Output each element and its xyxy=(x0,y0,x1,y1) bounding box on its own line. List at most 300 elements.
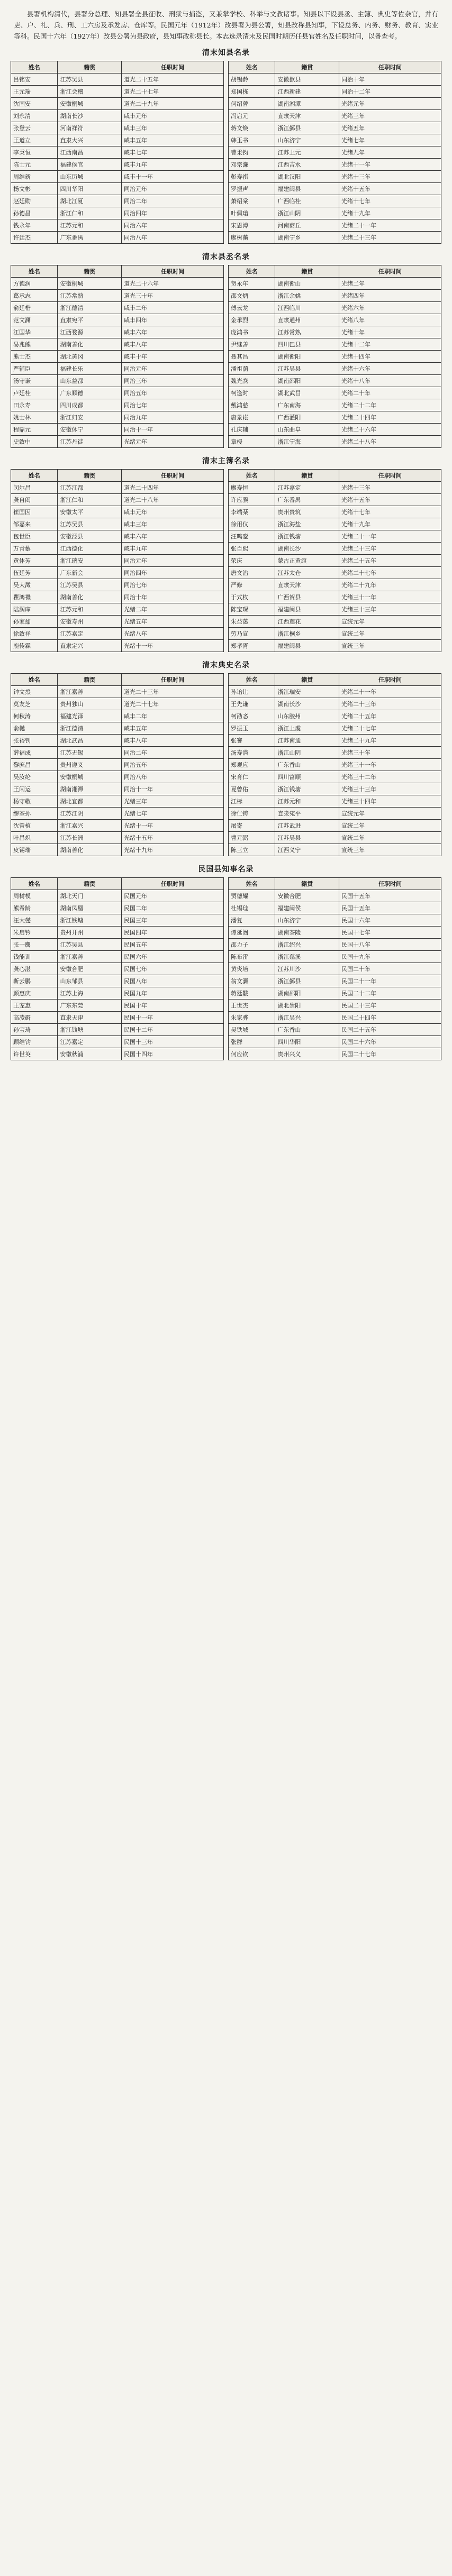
cell-name: 张一麐 xyxy=(11,939,58,951)
cell-name: 柯劭忞 xyxy=(229,710,275,722)
cell-name: 周树模 xyxy=(11,890,58,902)
cell-name: 廖树蘅 xyxy=(229,232,275,244)
cell-place: 浙江山阴 xyxy=(275,747,339,759)
table-row xyxy=(229,363,441,375)
cell-time: 咸丰二年 xyxy=(122,710,224,722)
cell-name: 郑观应 xyxy=(229,759,275,771)
cell-name: 沈曾植 xyxy=(11,820,58,832)
cell-name: 孙宝琦 xyxy=(11,1024,58,1036)
cell-time: 宣统元年 xyxy=(339,616,441,628)
sections-container xyxy=(11,47,441,1060)
table-header xyxy=(11,878,224,890)
roster-section xyxy=(11,455,441,652)
table-row xyxy=(229,159,441,171)
cell-name: 黄体芳 xyxy=(11,555,58,567)
cell-name: 戴鸿慈 xyxy=(229,399,275,411)
header-row xyxy=(229,878,441,890)
cell-time: 同治十一年 xyxy=(122,424,224,436)
cell-place: 直隶定兴 xyxy=(58,640,122,652)
cell-name: 曹秉钧 xyxy=(229,146,275,159)
cell-place: 浙江山阴 xyxy=(275,207,339,219)
table-row xyxy=(11,555,224,567)
table-row xyxy=(11,278,224,290)
table-row xyxy=(11,122,224,134)
cell-name: 张謇 xyxy=(229,735,275,747)
cell-place: 江西莲花 xyxy=(275,616,339,628)
table-header xyxy=(229,61,441,74)
table-row xyxy=(11,579,224,591)
cell-time: 咸丰三年 xyxy=(122,518,224,530)
cell-place: 福建侯官 xyxy=(58,159,122,171)
table-row xyxy=(11,411,224,424)
cell-place: 浙江德清 xyxy=(58,302,122,314)
cell-place: 山东济宁 xyxy=(275,134,339,146)
table-row xyxy=(229,747,441,759)
cell-place: 湖南衡阳 xyxy=(275,351,339,363)
cell-time: 光绪二十九年 xyxy=(339,579,441,591)
table-row xyxy=(229,914,441,927)
cell-name: 杜锡珪 xyxy=(229,902,275,914)
cell-place: 江苏太仓 xyxy=(275,567,339,579)
cell-time: 光绪二十一年 xyxy=(339,686,441,698)
cell-name: 邵力子 xyxy=(229,939,275,951)
cell-place: 浙江会稽 xyxy=(58,86,122,98)
cell-place: 湖南长沙 xyxy=(275,543,339,555)
cell-place: 广东香山 xyxy=(275,1024,339,1036)
cell-name: 汪大燮 xyxy=(11,914,58,927)
table-row xyxy=(11,890,224,902)
cell-place: 广东顺德 xyxy=(58,387,122,399)
table-row xyxy=(11,232,224,244)
cell-name: 孙家鼐 xyxy=(11,616,58,628)
cell-place: 贵州贵筑 xyxy=(275,506,339,518)
header-name: 姓名 xyxy=(11,674,58,686)
cell-time: 道光二十八年 xyxy=(122,494,224,506)
official-table-left xyxy=(11,61,224,244)
cell-time: 咸丰五年 xyxy=(122,134,224,146)
cell-time: 宣统三年 xyxy=(339,640,441,652)
table-row xyxy=(229,326,441,338)
cell-name: 张登云 xyxy=(11,122,58,134)
cell-place: 湖南宁乡 xyxy=(275,232,339,244)
cell-time: 光绪七年 xyxy=(339,134,441,146)
table-row xyxy=(11,159,224,171)
left-column xyxy=(11,877,224,1060)
cell-time: 民国三年 xyxy=(122,914,224,927)
cell-place: 四川华阳 xyxy=(275,1036,339,1048)
table-row xyxy=(229,939,441,951)
section-columns xyxy=(11,877,441,1060)
table-row xyxy=(229,232,441,244)
cell-time: 光绪十九年 xyxy=(339,207,441,219)
cell-name: 万青藜 xyxy=(11,543,58,555)
cell-name: 皮锡瑞 xyxy=(11,844,58,856)
cell-name: 吴铁城 xyxy=(229,1024,275,1036)
cell-time: 同治二年 xyxy=(122,747,224,759)
table-header xyxy=(229,674,441,686)
header-row xyxy=(11,265,224,278)
cell-name: 吕铭安 xyxy=(11,74,58,86)
table-row xyxy=(11,567,224,579)
table-row xyxy=(11,975,224,987)
cell-place: 广东番禺 xyxy=(58,232,122,244)
cell-time: 同治七年 xyxy=(122,579,224,591)
cell-place: 四川华阳 xyxy=(58,183,122,195)
table-row xyxy=(229,579,441,591)
cell-time: 道光三十年 xyxy=(122,290,224,302)
cell-name: 翁文灏 xyxy=(229,975,275,987)
cell-place: 江苏丹徒 xyxy=(58,436,122,448)
section-columns xyxy=(11,265,441,448)
table-row xyxy=(11,146,224,159)
cell-place: 湖北天门 xyxy=(58,890,122,902)
cell-time: 同治十年 xyxy=(339,74,441,86)
cell-time: 民国十四年 xyxy=(122,1048,224,1060)
cell-name: 邹嘉来 xyxy=(11,518,58,530)
cell-time: 民国五年 xyxy=(122,939,224,951)
table-row xyxy=(11,795,224,808)
cell-time: 光绪二十六年 xyxy=(339,424,441,436)
cell-time: 光绪三十二年 xyxy=(339,771,441,783)
roster-section xyxy=(11,47,441,244)
cell-place: 贵州开州 xyxy=(58,927,122,939)
cell-time: 光绪二十三年 xyxy=(339,543,441,555)
cell-time: 光绪三十四年 xyxy=(339,795,441,808)
cell-name: 何秋涛 xyxy=(11,710,58,722)
cell-place: 江西南昌 xyxy=(58,146,122,159)
cell-name: 严修 xyxy=(229,579,275,591)
cell-time: 光绪二年 xyxy=(122,603,224,616)
table-body xyxy=(229,482,441,652)
table-row xyxy=(11,591,224,603)
cell-name: 谭延闿 xyxy=(229,927,275,939)
table-row xyxy=(11,844,224,856)
table-row xyxy=(229,783,441,795)
cell-name: 贾德耀 xyxy=(229,890,275,902)
header-row xyxy=(229,674,441,686)
cell-time: 光绪三十三年 xyxy=(339,783,441,795)
cell-time: 光绪十一年 xyxy=(122,640,224,652)
cell-time: 道光二十七年 xyxy=(122,86,224,98)
cell-place: 广西临桂 xyxy=(275,195,339,207)
cell-place: 直隶天津 xyxy=(275,579,339,591)
cell-place: 广东香山 xyxy=(275,759,339,771)
cell-place: 福建闽县 xyxy=(275,603,339,616)
table-row xyxy=(11,195,224,207)
cell-name: 江国华 xyxy=(11,326,58,338)
cell-place: 四川巴县 xyxy=(275,338,339,351)
cell-name: 赵廷勋 xyxy=(11,195,58,207)
table-header xyxy=(229,470,441,482)
cell-time: 道光二十三年 xyxy=(122,686,224,698)
cell-place: 湖北武昌 xyxy=(275,387,339,399)
cell-time: 同治八年 xyxy=(122,232,224,244)
cell-name: 龚心湛 xyxy=(11,963,58,975)
header-name: 姓名 xyxy=(11,878,58,890)
table-row xyxy=(229,494,441,506)
cell-time: 同治元年 xyxy=(122,555,224,567)
cell-place: 湖北宜都 xyxy=(58,795,122,808)
cell-name: 史致中 xyxy=(11,436,58,448)
cell-name: 朱启钤 xyxy=(11,927,58,939)
cell-name: 崔国因 xyxy=(11,506,58,518)
cell-time: 光绪三十一年 xyxy=(339,759,441,771)
cell-place: 福建光泽 xyxy=(58,710,122,722)
cell-name: 许世英 xyxy=(11,1048,58,1060)
cell-time: 民国二十七年 xyxy=(339,1048,441,1060)
official-table-left xyxy=(11,469,224,652)
cell-time: 咸丰十一年 xyxy=(122,171,224,183)
cell-place: 江苏嘉定 xyxy=(58,628,122,640)
table-header xyxy=(11,470,224,482)
table-row xyxy=(11,290,224,302)
table-row xyxy=(229,628,441,640)
cell-time: 民国十七年 xyxy=(339,927,441,939)
cell-name: 于式枚 xyxy=(229,591,275,603)
cell-place: 浙江鄞县 xyxy=(275,122,339,134)
table-row xyxy=(229,890,441,902)
table-row xyxy=(11,494,224,506)
table-row xyxy=(229,375,441,387)
cell-time: 民国十年 xyxy=(122,1000,224,1012)
cell-place: 浙江绍兴 xyxy=(275,939,339,951)
table-row xyxy=(229,735,441,747)
table-row xyxy=(11,820,224,832)
table-row xyxy=(11,1012,224,1024)
cell-time: 民国六年 xyxy=(122,951,224,963)
cell-time: 光绪二十二年 xyxy=(339,399,441,411)
cell-time: 光绪十三年 xyxy=(339,482,441,494)
cell-place: 湖南长沙 xyxy=(58,110,122,122)
cell-name: 王道立 xyxy=(11,134,58,146)
cell-name: 孔庆辅 xyxy=(229,424,275,436)
table-row xyxy=(229,314,441,326)
cell-name: 熊希龄 xyxy=(11,902,58,914)
cell-name: 夏曾佑 xyxy=(229,783,275,795)
cell-name: 包世臣 xyxy=(11,530,58,543)
table-row xyxy=(229,591,441,603)
official-table-right xyxy=(228,61,441,244)
table-row xyxy=(229,278,441,290)
table-row xyxy=(11,183,224,195)
header-row xyxy=(11,61,224,74)
cell-name: 潘祖荫 xyxy=(229,363,275,375)
cell-time: 民国十九年 xyxy=(339,951,441,963)
cell-name: 叶佩瑲 xyxy=(229,207,275,219)
table-row xyxy=(229,436,441,448)
cell-place: 江苏吴县 xyxy=(58,939,122,951)
cell-time: 光绪十二年 xyxy=(339,338,441,351)
cell-place: 安徽歙县 xyxy=(275,74,339,86)
cell-name: 彭寿祺 xyxy=(229,171,275,183)
section-title: 清末主簿名录 xyxy=(202,457,250,465)
cell-place: 直隶宛平 xyxy=(275,808,339,820)
cell-place: 直隶天津 xyxy=(275,110,339,122)
cell-time: 民国四年 xyxy=(122,927,224,939)
cell-name: 宋育仁 xyxy=(229,771,275,783)
table-row xyxy=(11,363,224,375)
table-header xyxy=(11,61,224,74)
cell-time: 民国二十年 xyxy=(339,963,441,975)
table-row xyxy=(11,1048,224,1060)
cell-time: 光绪四年 xyxy=(339,290,441,302)
header-name: 姓名 xyxy=(11,61,58,74)
cell-time: 光绪二年 xyxy=(339,278,441,290)
right-column xyxy=(228,469,441,652)
table-row xyxy=(229,820,441,832)
table-row xyxy=(229,98,441,110)
cell-place: 浙江嘉兴 xyxy=(58,820,122,832)
cell-name: 王闿运 xyxy=(11,783,58,795)
cell-name: 范文澜 xyxy=(11,314,58,326)
table-row xyxy=(229,86,441,98)
cell-time: 光绪二十七年 xyxy=(339,567,441,579)
cell-time: 咸丰六年 xyxy=(122,530,224,543)
cell-name: 龚自闳 xyxy=(11,494,58,506)
cell-place: 江西新建 xyxy=(275,86,339,98)
cell-place: 浙江余姚 xyxy=(275,290,339,302)
cell-time: 光绪十四年 xyxy=(339,351,441,363)
cell-place: 江苏长洲 xyxy=(58,832,122,844)
section-title: 清末县丞名录 xyxy=(202,253,250,261)
cell-place: 湖北黄冈 xyxy=(58,351,122,363)
cell-name: 何绍曾 xyxy=(229,98,275,110)
table-row xyxy=(229,1000,441,1012)
cell-place: 江苏元和 xyxy=(58,219,122,232)
official-table-right xyxy=(228,877,441,1060)
table-row xyxy=(11,1024,224,1036)
cell-time: 光绪十一年 xyxy=(339,159,441,171)
table-row xyxy=(11,951,224,963)
table-row xyxy=(229,975,441,987)
cell-place: 浙江上虞 xyxy=(275,722,339,735)
cell-time: 道光二十六年 xyxy=(122,278,224,290)
cell-name: 唐文治 xyxy=(229,567,275,579)
table-row xyxy=(11,1000,224,1012)
table-row xyxy=(229,506,441,518)
cell-place: 河南商丘 xyxy=(275,219,339,232)
cell-place: 湖北崇阳 xyxy=(275,1000,339,1012)
cell-place: 直隶通州 xyxy=(275,314,339,326)
cell-name: 葛承志 xyxy=(11,290,58,302)
cell-place: 山东邹县 xyxy=(58,975,122,987)
cell-time: 同治十二年 xyxy=(339,86,441,98)
cell-name: 俞廷楷 xyxy=(11,302,58,314)
cell-name: 汪鸣銮 xyxy=(229,530,275,543)
table-row xyxy=(11,506,224,518)
cell-time: 光绪十九年 xyxy=(122,844,224,856)
cell-time: 光绪五年 xyxy=(339,122,441,134)
cell-place: 广西贺县 xyxy=(275,591,339,603)
cell-name: 叶昌炽 xyxy=(11,832,58,844)
cell-place: 江西临川 xyxy=(275,302,339,314)
cell-name: 聂其昌 xyxy=(229,351,275,363)
cell-place: 江苏吴县 xyxy=(58,74,122,86)
cell-time: 光绪三年 xyxy=(122,795,224,808)
table-row xyxy=(229,808,441,820)
cell-place: 浙江仁和 xyxy=(58,207,122,219)
cell-place: 湖南长沙 xyxy=(275,698,339,710)
cell-place: 安徽休宁 xyxy=(58,424,122,436)
table-row xyxy=(11,74,224,86)
header-time: 任职时间 xyxy=(122,470,224,482)
cell-time: 光绪七年 xyxy=(122,808,224,820)
cell-name: 胡锡龄 xyxy=(229,74,275,86)
table-row xyxy=(11,927,224,939)
cell-name: 蒋廷黻 xyxy=(229,987,275,1000)
cell-place: 江苏上元 xyxy=(275,146,339,159)
table-row xyxy=(11,98,224,110)
cell-name: 孙德昌 xyxy=(11,207,58,219)
cell-place: 江西婺源 xyxy=(58,326,122,338)
cell-place: 贵州兴义 xyxy=(275,1048,339,1060)
cell-place: 浙江仁和 xyxy=(58,494,122,506)
table-row xyxy=(11,86,224,98)
cell-time: 光绪八年 xyxy=(122,628,224,640)
table-row xyxy=(11,134,224,146)
cell-name: 郑国栋 xyxy=(229,86,275,98)
table-row xyxy=(11,518,224,530)
cell-time: 宣统二年 xyxy=(339,832,441,844)
header-place: 籍贯 xyxy=(58,61,122,74)
cell-place: 安徽秋浦 xyxy=(58,1048,122,1060)
table-row xyxy=(11,771,224,783)
table-row xyxy=(229,387,441,399)
cell-place: 浙江海盐 xyxy=(275,518,339,530)
cell-place: 湖北汉阳 xyxy=(275,171,339,183)
table-body xyxy=(11,74,224,244)
cell-name: 黎庶昌 xyxy=(11,759,58,771)
cell-place: 湖北武昌 xyxy=(58,735,122,747)
cell-time: 道光二十五年 xyxy=(122,74,224,86)
cell-name: 杨文彬 xyxy=(11,183,58,195)
cell-name: 陈士元 xyxy=(11,159,58,171)
header-time: 任职时间 xyxy=(122,674,224,686)
left-column xyxy=(11,61,224,244)
table-row xyxy=(229,987,441,1000)
table-row xyxy=(11,735,224,747)
cell-time: 光绪三十一年 xyxy=(339,591,441,603)
table-row xyxy=(229,399,441,411)
cell-place: 江苏江都 xyxy=(58,482,122,494)
cell-time: 同治十年 xyxy=(122,591,224,603)
cell-time: 咸丰二年 xyxy=(122,302,224,314)
table-row xyxy=(229,219,441,232)
table-row xyxy=(229,710,441,722)
cell-name: 顾维钧 xyxy=(11,1036,58,1048)
cell-place: 湖南凤凰 xyxy=(58,902,122,914)
cell-place: 浙江瑞安 xyxy=(58,555,122,567)
table-row xyxy=(11,759,224,771)
table-row xyxy=(229,963,441,975)
cell-name: 罗振声 xyxy=(229,183,275,195)
cell-place: 山东济宁 xyxy=(275,914,339,927)
header-place: 籍贯 xyxy=(275,265,339,278)
cell-name: 韩玉书 xyxy=(229,134,275,146)
header-place: 籍贯 xyxy=(58,878,122,890)
cell-time: 民国十五年 xyxy=(339,902,441,914)
cell-name: 许廷杰 xyxy=(11,232,58,244)
table-row xyxy=(229,338,441,351)
cell-place: 江苏上海 xyxy=(58,987,122,1000)
section-columns xyxy=(11,469,441,652)
cell-place: 江苏川沙 xyxy=(275,963,339,975)
cell-name: 高凌霨 xyxy=(11,1012,58,1024)
cell-name: 严辅臣 xyxy=(11,363,58,375)
cell-name: 刘永清 xyxy=(11,110,58,122)
header-name: 姓名 xyxy=(229,61,275,74)
cell-name: 孙诒让 xyxy=(229,686,275,698)
